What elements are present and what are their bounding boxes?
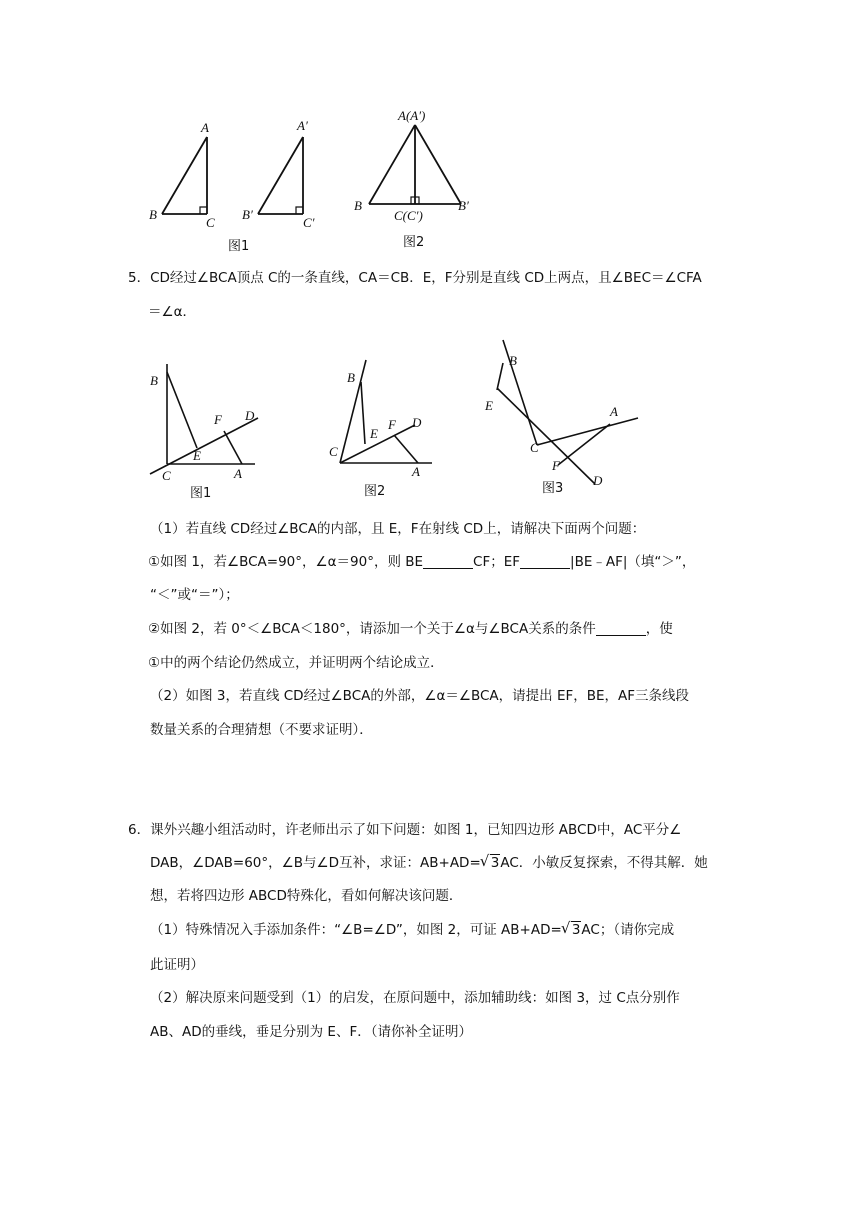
triangle-abc xyxy=(162,137,207,214)
q5-part-1a-cont: “＜”或“＝”）； xyxy=(150,587,239,603)
q5-line-2: ＝∠α． xyxy=(148,304,197,320)
label-c-c-prime: C(C′) xyxy=(394,208,423,223)
q5-part-1: （1）若直线 CD经过∠BCA的内部，且 E，F在射线 CD上，请解决下面两个问题： xyxy=(150,521,646,537)
label-b: B xyxy=(149,207,157,222)
q6-line-2 xyxy=(150,853,708,873)
fig3-label-d: D xyxy=(593,473,603,488)
q6-part-1-text-2: AC；（请你完成 xyxy=(581,922,675,938)
fig2-label-e: E xyxy=(370,426,378,441)
triangle-combined xyxy=(369,125,461,204)
q5-part-1b-text-2: ，使 xyxy=(645,621,673,637)
q5-caption-1: 图1 xyxy=(190,486,212,501)
label-c: C xyxy=(206,215,215,230)
fig3-label-f: F xyxy=(552,458,560,473)
fig3-label-e: E xyxy=(485,398,493,413)
answer-blank-3[interactable] xyxy=(596,621,646,636)
sqrt-value: 3 xyxy=(490,855,500,871)
q5-caption-2: 图2 xyxy=(364,484,386,499)
figure-caption-1: 图1 xyxy=(228,239,250,254)
q6-line-1: 6．课外兴趣小组活动时，许老师出示了如下问题：如图 1，已知四边形 ABCD中，AC平分∠ xyxy=(128,822,682,838)
q6-part-1-text-1: （1）特殊情况入手添加条件：“∠B=∠D”，如图 2，可证 AB+AD= xyxy=(150,922,562,938)
q5-figure-1 xyxy=(150,364,258,474)
q5-figures xyxy=(140,330,650,505)
label-b-right: B xyxy=(354,198,362,213)
q6-line-2-text-1: DAB，∠DAB=60°，∠B与∠D互补，求证：AB+AD= xyxy=(150,855,481,871)
label-a-a-prime: A(A′) xyxy=(398,108,426,123)
q6-part-1 xyxy=(150,920,674,940)
label-b-prime: B′ xyxy=(242,207,253,222)
q5-part-1a xyxy=(148,552,695,572)
label-a-prime: A′ xyxy=(297,118,308,133)
fig2-label-a: A xyxy=(412,464,420,479)
q5-line-1: 5．CD经过∠BCA顶点 C的一条直线，CA＝CB．E，F分别是直线 CD上两点，且∠BEC＝∠CFA xyxy=(128,270,702,286)
fig2-label-c: C xyxy=(329,444,338,459)
q5-part-2-cont: 数量关系的合理猜想（不要求证明）． xyxy=(150,722,373,738)
q6-part-2-cont: AB、AD的垂线，垂足分别为 E、F．（请你补全证明） xyxy=(150,1024,472,1040)
fig2-label-b: B xyxy=(347,370,355,385)
q6-part-1-cont: 此证明） xyxy=(150,957,204,973)
q5-part-1a-text-2: CF；EF xyxy=(473,554,521,570)
fig1-label-e: E xyxy=(193,448,201,463)
fig1-label-c: C xyxy=(162,468,171,483)
fig1-label-d: D xyxy=(245,408,255,423)
q5-caption-3: 图3 xyxy=(542,481,564,496)
q5-part-1a-text-3: |BE﹣AF|（填“＞”， xyxy=(570,554,696,570)
label-b-prime-right: B′ xyxy=(458,198,469,213)
q5-part-1b-text-1: ②如图 2，若 0°＜∠BCA＜180°，请添加一个关于∠α与∠BCA关系的条件 xyxy=(148,621,596,637)
triangle-abc-prime xyxy=(258,137,303,214)
fig3-label-a: A xyxy=(610,404,618,419)
fig1-label-b: B xyxy=(150,373,158,388)
fig2-label-d: D xyxy=(412,415,422,430)
fig2-label-f: F xyxy=(388,417,396,432)
fig1-label-f: F xyxy=(214,412,222,427)
q5-part-1a-text-1: ①如图 1，若∠BCA=90°，∠α＝90°，则 BE xyxy=(148,554,424,570)
top-figures xyxy=(140,100,500,260)
q6-line-3: 想，若将四边形 ABCD特殊化，看如何解决该问题． xyxy=(150,888,463,904)
q5-part-1b-cont: ①中的两个结论仍然成立，并证明两个结论成立． xyxy=(148,655,444,671)
sqrt-symbol-2 xyxy=(562,920,582,940)
fig3-label-c: C xyxy=(530,440,539,455)
q6-line-2-text-2: AC．小敏反复探索，不得其解．她 xyxy=(500,855,708,871)
answer-blank-2[interactable] xyxy=(520,554,570,569)
sqrt-value-2: 3 xyxy=(571,922,581,938)
q5-part-1b xyxy=(148,619,673,639)
label-a: A xyxy=(201,120,209,135)
sqrt-symbol xyxy=(481,853,501,873)
q5-part-2: （2）如图 3，若直线 CD经过∠BCA的外部，∠α＝∠BCA，请提出 EF，BE，AF三条线段 xyxy=(150,688,690,704)
q6-part-2: （2）解决原来问题受到（1）的启发，在原问题中，添加辅助线：如图 3，过 C点分别作 xyxy=(150,990,680,1006)
label-c-prime: C′ xyxy=(303,215,315,230)
fig1-label-a: A xyxy=(234,466,242,481)
fig3-label-b: B xyxy=(509,353,517,368)
answer-blank-1[interactable] xyxy=(423,554,473,569)
figure-caption-2: 图2 xyxy=(403,235,425,250)
